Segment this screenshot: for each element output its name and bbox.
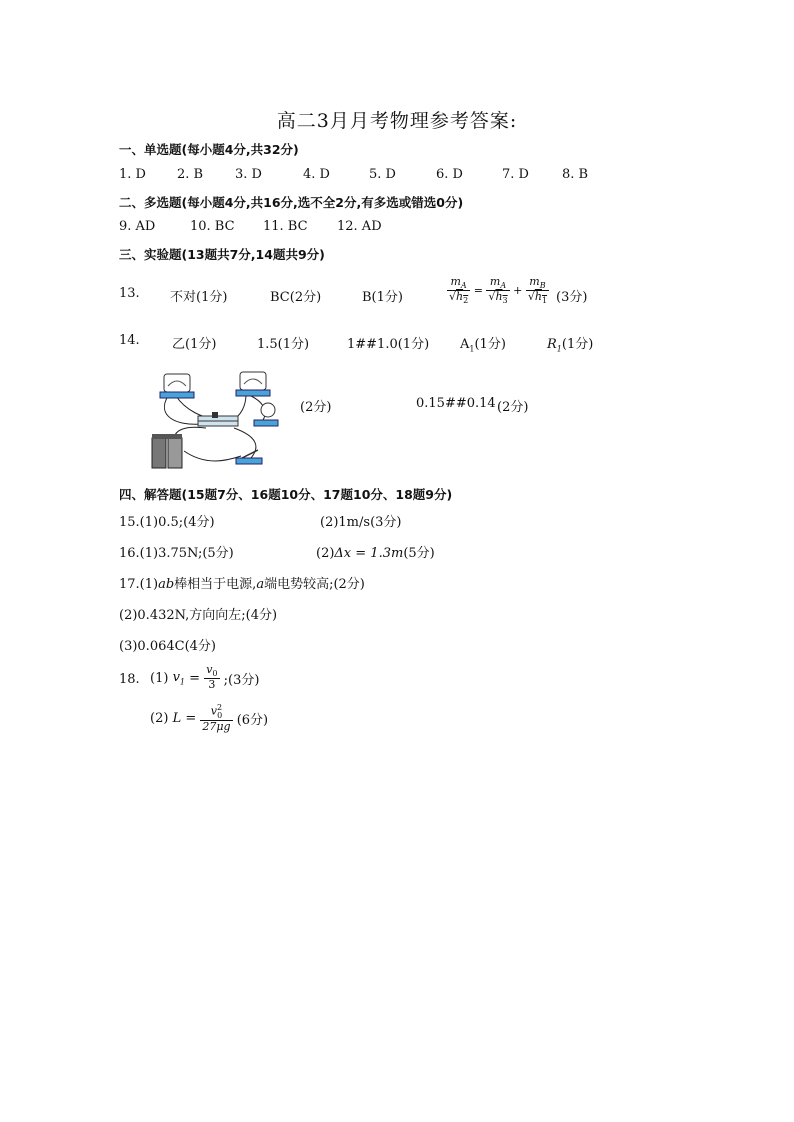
q14-answer-3: 1##1.0(1分) [347, 337, 430, 352]
q16-part-2: (2)Δx = 1.3m(5分) [316, 546, 435, 561]
page-title: 高二3月月考物理参考答案: [276, 110, 518, 132]
q17-part-3: (3)0.064C(4分) [119, 639, 216, 654]
circuit-diagram-image [146, 366, 292, 474]
q17-part-2: (2)0.432N,方向向左;(4分) [119, 608, 278, 623]
answer-11: 11. BC [263, 219, 308, 234]
battery-icon [152, 434, 182, 468]
q13-number: 13. [119, 286, 140, 301]
q18-part-1: (1) $v_1$ = $\frac{v_0}{3}$ ;(3分) [150, 663, 260, 692]
q15-part-2: (2)1m/s(3分) [320, 515, 402, 530]
answer-9: 9. AD [119, 219, 156, 234]
q14-answer-6: 0.15##0.14 [416, 396, 496, 411]
q18-part-2: (2) L = $\frac{v^2_0}{27\mu g}$ (6分) [150, 703, 269, 734]
q16-part-1: 16.(1)3.75N;(5分) [119, 546, 234, 561]
section-2-heading: 二、多选题(每小题4分,共16分,选不全2分,有多选或错选0分) [119, 195, 464, 210]
q14-answer-2: 1.5(1分) [257, 337, 310, 352]
answer-3: 3. D [235, 167, 262, 182]
answer-6: 6. D [436, 167, 463, 182]
q13-answer-1: 不对(1分) [170, 290, 228, 305]
q13-formula-score: (3分) [556, 290, 588, 305]
lamp-icon [254, 403, 278, 426]
q18-frac-2: $\frac{v^2_0}{27\mu g}$ [202, 703, 231, 734]
voltmeter-icon [236, 372, 270, 396]
q18-frac-1: $\frac{v_0}{3}$ [206, 663, 218, 692]
section-1-heading: 一、单选题(每小题4分,共32分) [119, 142, 299, 157]
ammeter-icon [160, 374, 194, 398]
q13-formula: $\frac{m_A}{√h_2}$ = $\frac{m_A}{√h_3}$ + $\frac{m_B}{√h_1}$ [449, 275, 548, 306]
q14-answer-4: $A_1(1$分) [460, 337, 506, 354]
answer-8: 8. B [562, 167, 589, 182]
q15-part-1: 15.(1)0.5;(4分) [119, 515, 215, 530]
q13-frac-2: $\frac{m_A}{√h_3}$ [488, 275, 508, 306]
answer-12: 12. AD [337, 219, 382, 234]
section-3-heading: 三、实验题(13题共7分,14题共9分) [119, 247, 325, 262]
answer-7: 7. D [502, 167, 529, 182]
answer-10: 10. BC [190, 219, 235, 234]
q13-frac-3: $\frac{m_B}{√h_1}$ [527, 275, 548, 306]
q14-circuit-score: (2分) [300, 400, 332, 415]
answer-1: 1. D [119, 167, 146, 182]
q13-answer-2: BC(2分) [270, 290, 322, 305]
q14-number: 14. [119, 333, 140, 348]
switch-icon [236, 450, 262, 464]
rheostat-icon [198, 412, 238, 426]
q13-answer-3: B(1分) [362, 290, 403, 305]
q13-frac-1: $\frac{m_A}{√h_2}$ [449, 275, 469, 306]
q14-answer-6-score: (2分) [497, 400, 529, 415]
q17-part-1: 17.(1)ab棒相当于电源,a端电势较高;(2分) [119, 577, 365, 592]
q14-answer-5: $R_1(1$分) [547, 337, 594, 354]
answer-2: 2. B [177, 167, 204, 182]
q18-number: 18. [119, 672, 140, 687]
answer-5: 5. D [369, 167, 396, 182]
answer-4: 4. D [303, 167, 330, 182]
q14-answer-1: 乙(1分) [172, 337, 217, 352]
section-4-heading: 四、解答题(15题7分、16题10分、17题10分、18题9分) [119, 487, 453, 502]
